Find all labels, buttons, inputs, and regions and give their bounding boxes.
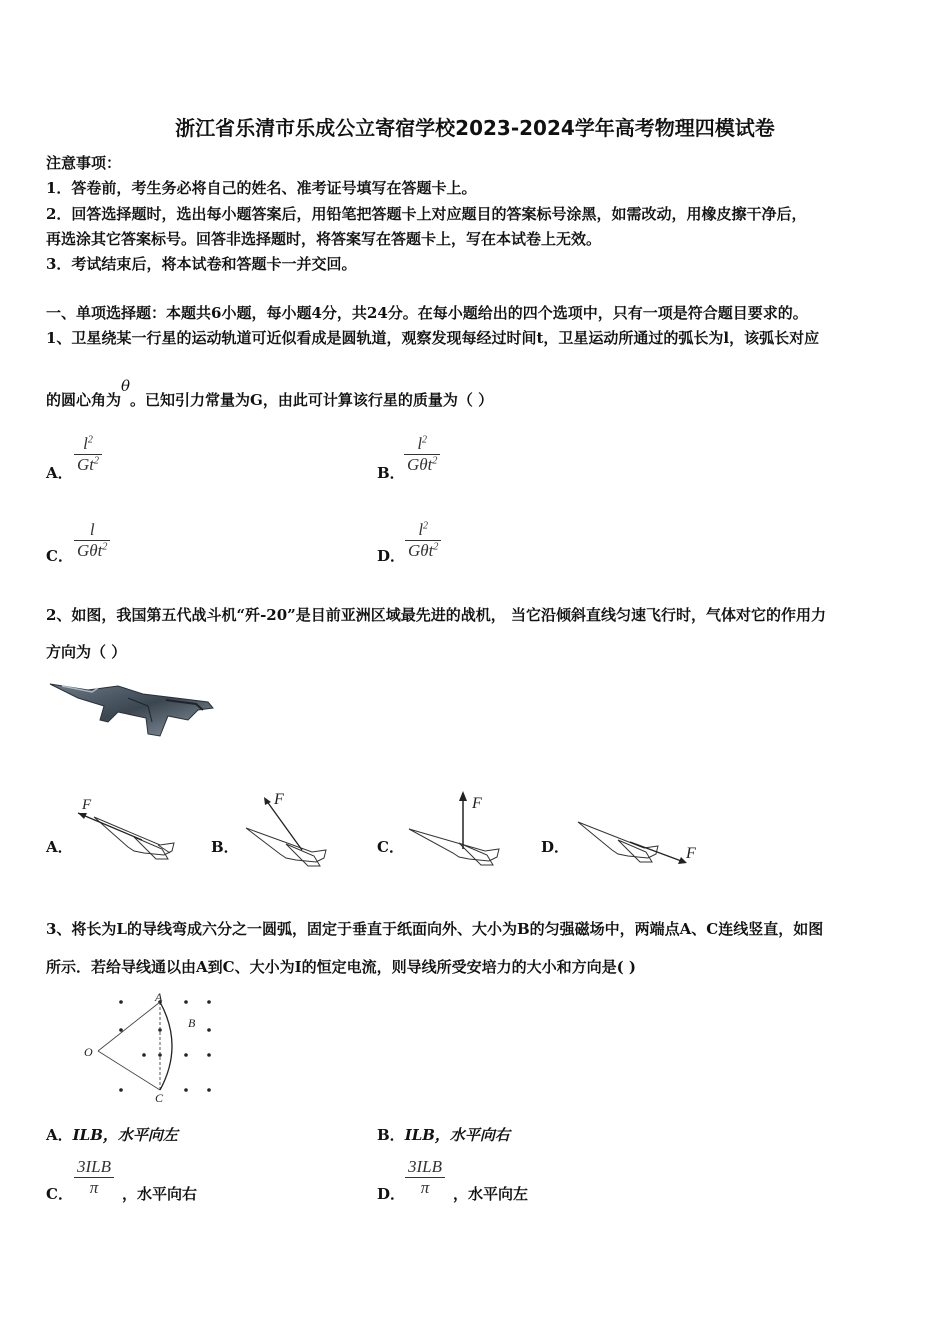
q1-stem-line1: 1、卫星绕某一行星的运动轨道可近似看成是圆轨道，观察发现每经过时间t，卫星运动所通过的弧长为l，该弧长对应 — [46, 329, 820, 347]
notice-item: 2．回答选择题时，选出每小题答案后，用铅笔把答题卡上对应题目的答案标号涂黑，如需改动，用橡皮擦干净后， — [46, 205, 807, 223]
q2-option-a-letter[interactable]: A． — [46, 838, 73, 856]
q1-option-d-formula: $l^2$ Gθt$^2$ — [405, 520, 441, 561]
q1-option-a-letter[interactable]: A． — [46, 464, 73, 482]
force-label: F — [82, 797, 92, 813]
q1-option-b-formula: $l^2$ Gθt$^2$ — [404, 434, 440, 475]
q3-option-b[interactable]: B．ILB，水平向右 — [377, 1126, 510, 1144]
notice-item: 3．考试结束后，将本试卷和答题卡一并交回。 — [46, 255, 357, 273]
q3-option-a[interactable]: A．ILB，水平向左 — [46, 1126, 178, 1144]
page-title: 浙江省乐清市乐成公立寄宿学校2023-2024学年高考物理四模试卷 — [175, 116, 775, 140]
q3-option-d-formula: 3ILB π — [405, 1157, 445, 1198]
force-label: F — [686, 845, 696, 862]
notice-item: 再选涂其它答案标号。回答非选择题时，将答案写在答题卡上，写在本试卷上无效。 — [46, 230, 602, 248]
q1-option-c-letter[interactable]: C． — [46, 547, 73, 565]
q2-option-d-letter[interactable]: D． — [541, 838, 570, 856]
notice-heading: 注意事项： — [46, 154, 122, 172]
fighter-jet-image — [48, 676, 218, 748]
q1-option-a-formula: $\frac{l^2}{Gt^2}$ — [74, 434, 102, 475]
q1-option-b-letter[interactable]: B． — [377, 464, 405, 482]
svg-text:C: C — [155, 1091, 164, 1105]
theta-symbol: θ — [121, 377, 131, 395]
section-heading: 一、单项选择题：本题共6小题，每小题4分，共24分。在每小题给出的四个选项中，只有一项是符合题目要求的。 — [46, 304, 808, 322]
q2-option-c-letter[interactable]: C． — [377, 838, 404, 856]
q3-option-d-letter[interactable]: D． — [377, 1185, 406, 1203]
q2-option-b-letter[interactable]: B． — [211, 838, 239, 856]
q2-option-b-diagram — [240, 788, 340, 868]
q2-option-a-diagram — [74, 795, 184, 870]
q3-option-c-text: ，水平向右 — [122, 1185, 198, 1203]
force-label: F — [274, 791, 284, 808]
q2-option-d-diagram — [574, 810, 704, 872]
q1-stem-line2: 的圆心角为θ。已知引力常量为G，由此可计算该行星的质量为（ ） — [46, 377, 494, 409]
q3-option-c-letter[interactable]: C． — [46, 1185, 73, 1203]
svg-text:B: B — [188, 1016, 196, 1030]
q1-option-d-letter[interactable]: D． — [377, 547, 406, 565]
q3-magnetic-field-figure — [78, 990, 228, 1110]
q3-stem-line1: 3、将长为L的导线弯成六分之一圆弧，固定于垂直于纸面向外、大小为B的匀强磁场中，两端点A、C连线竖直，如图 — [46, 920, 824, 938]
notice-item: 1．答卷前，考生务必将自己的姓名、准考证号填写在答题卡上。 — [46, 179, 477, 197]
svg-text:O: O — [84, 1045, 93, 1059]
q3-stem-line2: 所示．若给导线通以由A到C、大小为I的恒定电流，则导线所受安培力的大小和方向是( ) — [46, 958, 637, 976]
q2-stem-line2: 方向为（ ） — [46, 643, 127, 661]
q2-stem-line1: 2、如图，我国第五代战斗机“歼-20”是目前亚洲区域最先进的战机， 当它沿倾斜直线匀速飞行时，气体对它的作用力 — [46, 606, 827, 624]
force-label: F — [472, 795, 482, 812]
q3-option-d-text: ，水平向左 — [453, 1185, 529, 1203]
q2-option-c-diagram — [405, 789, 515, 869]
q3-option-c-formula: 3ILB π — [74, 1157, 114, 1198]
svg-text:A: A — [155, 990, 163, 1004]
q1-option-c-formula: l Gθt$^2$ — [74, 520, 110, 561]
